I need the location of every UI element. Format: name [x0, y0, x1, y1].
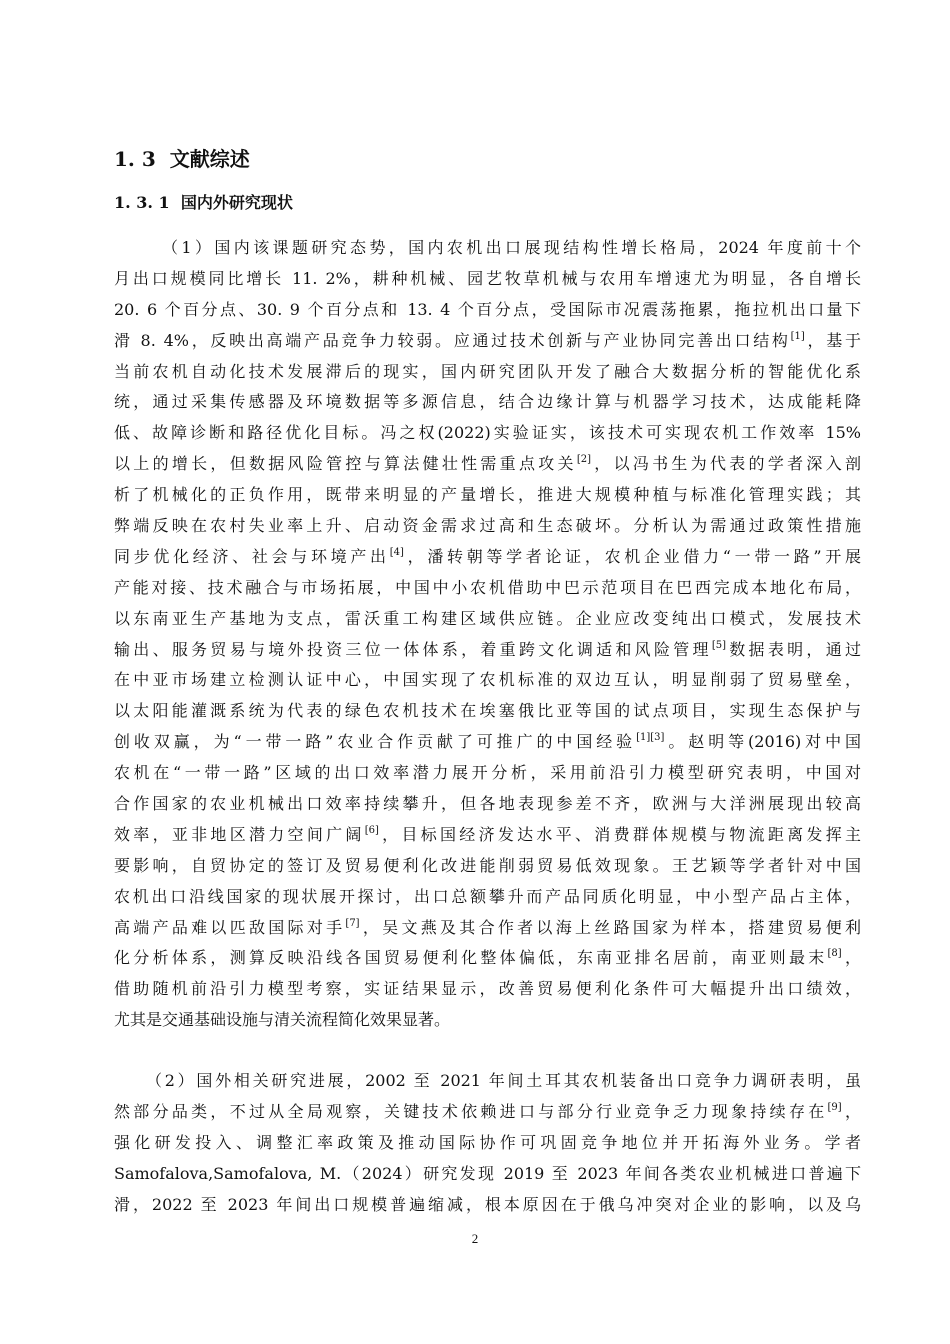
- text-line: 以上的增长，但数据风险管控与算法健壮性需重点攻关[2]，以冯书生为代表的学者深入剖: [114, 454, 861, 474]
- text-line: 低、故障诊断和路径优化目标。冯之权(2022)实验证实，该技术可实现农机工作效率 15%: [114, 423, 861, 443]
- text-line: 月出口规模同比增长 11. 2%，耕种机械、园艺牧草机械与农用车增速尤为明显，各自增长: [114, 268, 861, 288]
- text-line: 农机出口沿线国家的现状展开探讨，出口总额攀升而产品同质化明显，中小型产品占主体，: [114, 886, 861, 906]
- text-line: 合作国家的农业机械出口效率持续攀升，但各地表现参差不齐，欧洲与大洋洲展现出较高: [114, 794, 861, 814]
- text-line: 农机在“一带一路”区域的出口效率潜力展开分析，采用前沿引力模型研究表明，中国对: [114, 763, 861, 783]
- text-line: 效率，亚非地区潜力空间广阔[6]，目标国经济发达水平、消费群体规模与物流距离发挥主: [114, 824, 861, 844]
- text-line: 强化研发投入、调整汇率政策及推动国际协作可巩固竞争地位并开拓海外业务。学者: [114, 1132, 861, 1152]
- citation-ref: [6]: [364, 824, 379, 836]
- text-line: 滑，2022 至 2023 年间出口规模普遍缩减，根本原因在于俄乌冲突对企业的影响，以及乌: [114, 1194, 861, 1214]
- subsection-number: 1. 3. 1: [114, 193, 170, 212]
- subsection-title: 国内外研究现状: [180, 193, 293, 212]
- paragraph-foreign-research: [114, 1066, 861, 1220]
- text-line: 输出、服务贸易与境外投资三位一体体系，着重跨文化调适和风险管理[5]数据表明，通过: [114, 639, 861, 659]
- page-number: 2: [471, 1231, 479, 1246]
- citation-ref: [8]: [827, 948, 842, 960]
- text-line: 20. 6 个百分点、30. 9 个百分点和 13. 4 个百分点，受国际市况震荡拖累，拖拉机出口量下: [114, 299, 861, 319]
- subsection-heading: [114, 191, 293, 215]
- section-heading: [114, 145, 250, 173]
- text-line: 创收双赢，为“一带一路”农业合作贡献了可推广的中国经验[1][3]。赵明等(2016)对中国: [114, 732, 861, 752]
- text-line: 以太阳能灌溉系统为代表的绿色农机技术在埃塞俄比亚等国的试点项目，实现生态保护与: [114, 701, 861, 721]
- text-line: （2）国外相关研究进展，2002 至 2021 年间土耳其农机装备出口竞争力调研表明，虽: [146, 1071, 861, 1090]
- text-line: 以东南亚生产基地为支点，雷沃重工构建区域供应链。企业应改变纯出口模式，发展技术: [114, 608, 861, 628]
- text-line: 化分析体系，测算反映沿线各国贸易便利化整体偏低，东南亚排名居前，南亚则最末[8]，: [114, 948, 861, 968]
- text-line: 然部分品类，不过从全局观察，关键技术依赖进口与部分行业竞争乏力现象持续存在[9]，: [114, 1101, 861, 1121]
- citation-ref: [7]: [345, 917, 360, 929]
- section-title: 文献综述: [169, 147, 250, 171]
- text-line: Samofalova,Samofalova, M.（2024）研究发现 2019 至 2023 年间各类农业机械进口普遍下: [114, 1163, 861, 1183]
- text-line: 要影响，自贸协定的签订及贸易便利化改进能削弱贸易低效现象。王艺颖等学者针对中国: [114, 855, 861, 875]
- text-line: 统，通过采集传感器及环境数据等多源信息，结合边缘计算与机器学习技术，达成能耗降: [114, 392, 861, 412]
- text-line: （1）国内该课题研究态势，国内农机出口展现结构性增长格局，2024 年度前十个: [162, 238, 861, 257]
- paragraph-domestic-research: [114, 233, 861, 1036]
- text-line: 尤其是交通基础设施与清关流程简化效果显著。: [114, 1010, 451, 1030]
- citation-ref: [4]: [389, 546, 404, 558]
- text-line: 高端产品难以匹敌国际对手[7]，吴文燕及其合作者以海上丝路国家为样本，搭建贸易便利: [114, 917, 861, 937]
- citation-ref: [1][3]: [636, 732, 665, 744]
- text-line: 在中亚市场建立检测认证中心，中国实现了农机标准的双边互认，明显削弱了贸易壁垒，: [114, 670, 861, 690]
- citation-ref: [5]: [711, 639, 726, 651]
- text-line: 产能对接、技术融合与市场拓展，中国中小农机借助中巴示范项目在巴西完成本地化布局，: [114, 577, 861, 597]
- citation-ref: [1]: [790, 330, 805, 342]
- section-number: 1. 3: [114, 147, 156, 171]
- citation-ref: [2]: [576, 454, 591, 466]
- text-line: 借助随机前沿引力模型考察，实证结果显示，改善贸易便利化条件可大幅提升出口绩效，: [114, 979, 861, 999]
- text-line: 弊端反映在农村失业率上升、启动资金需求过高和生态破坏。分析认为需通过政策性措施: [114, 516, 861, 536]
- text-line: 滑 8. 4%，反映出高端产品竞争力较弱。应通过技术创新与产业协同完善出口结构[1]，基于: [114, 330, 861, 350]
- citation-ref: [9]: [827, 1101, 842, 1113]
- text-line: 同步优化经济、社会与环境产出[4]，潘转朝等学者论证，农机企业借力“一带一路”开展: [114, 546, 861, 566]
- text-line: 析了机械化的正负作用，既带来明显的产量增长，推进大规模种植与标准化管理实践；其: [114, 485, 861, 505]
- text-line: 当前农机自动化技术发展滞后的现实，国内研究团队开发了融合大数据分析的智能优化系: [114, 361, 861, 381]
